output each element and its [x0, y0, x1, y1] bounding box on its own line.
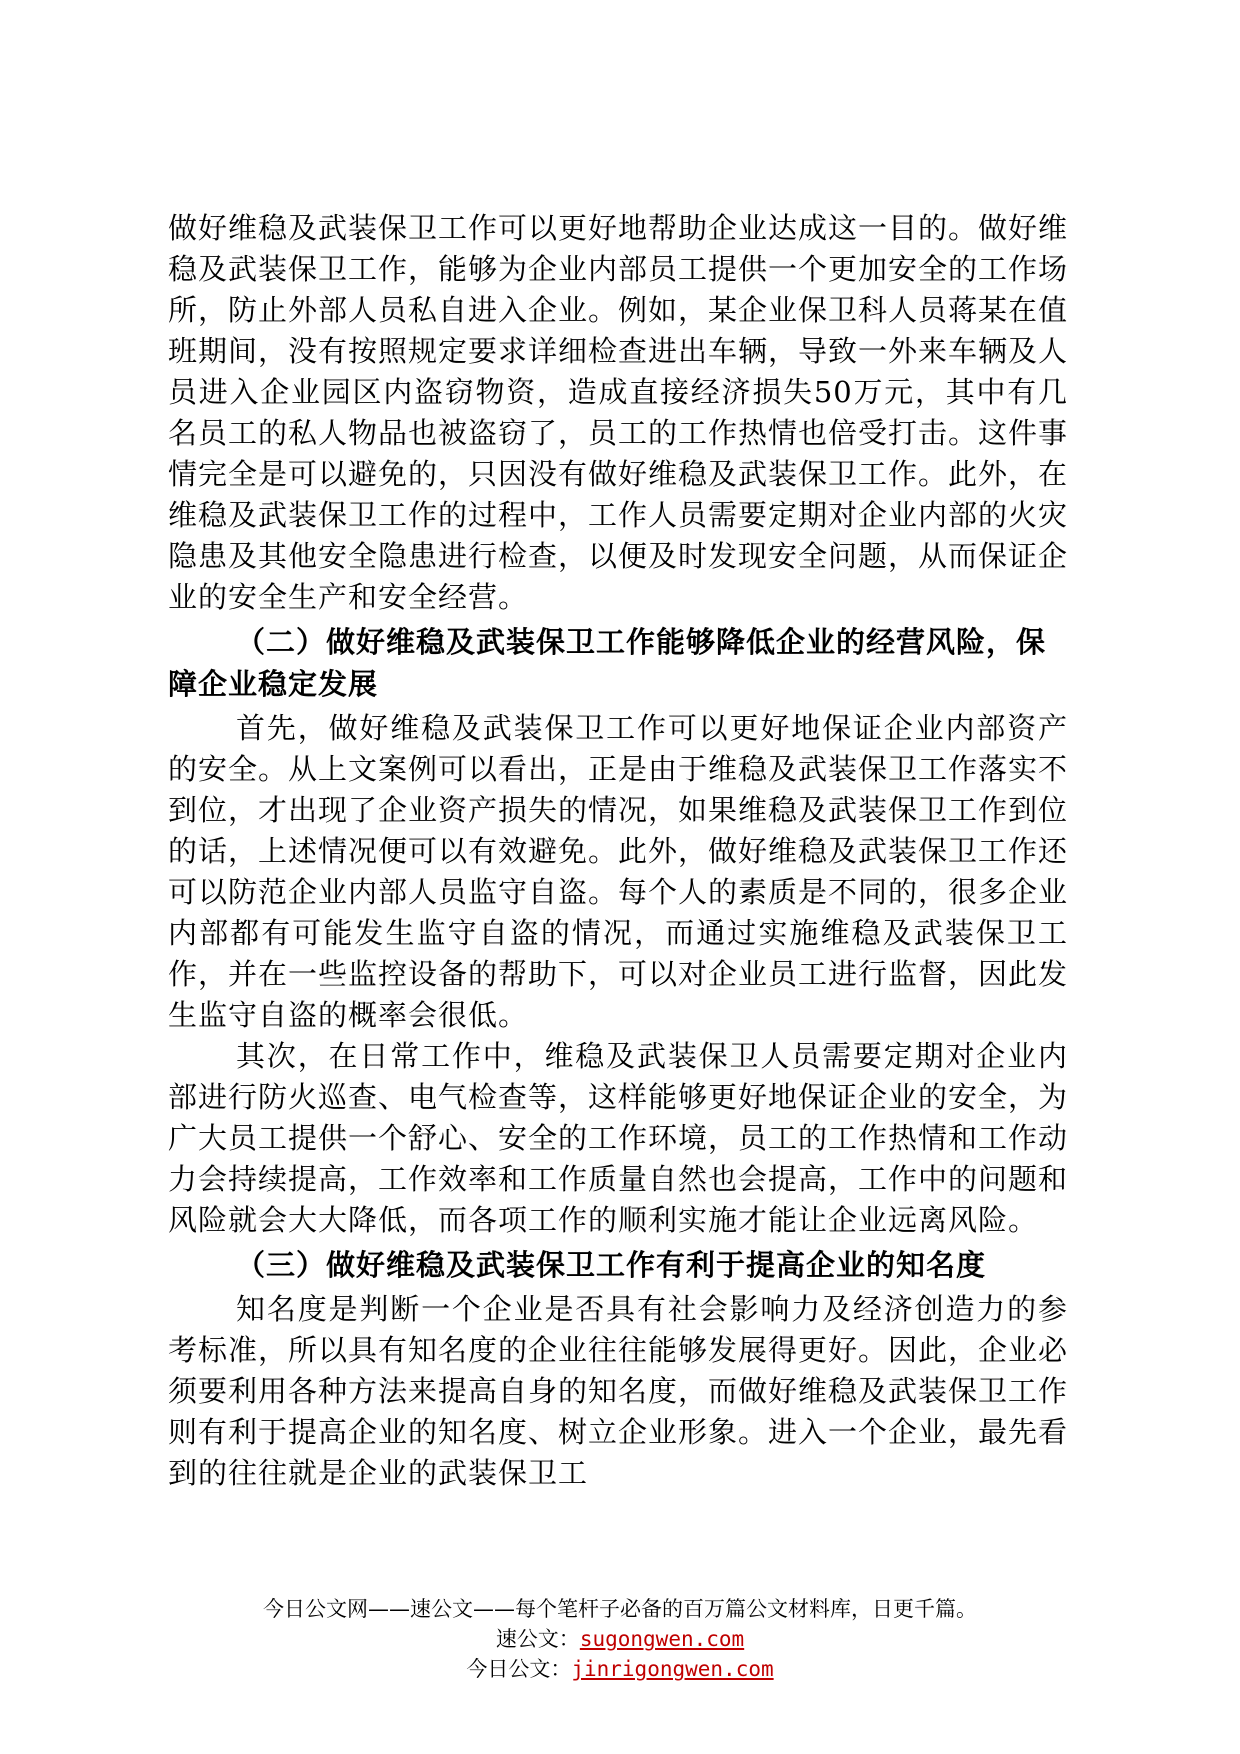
paragraph-3: 其次，在日常工作中，维稳及武装保卫人员需要定期对企业内部进行防火巡查、电气检查等，这样能够更好地保证企业的安全，为广大员工提供一个舒心、安全的工作环境，员工的工作热情和工作动力会持续提高，工作效率和工作质量自然也会提高，工作中的问题和风险就会大大降低，而各项工作的顺利实施才能让企业远离风险。: [168, 1039, 1069, 1237]
section-heading-2: （二）做好维稳及武装保卫工作能够降低企业的经营风险，保障企业稳定发展: [168, 625, 1047, 701]
footer-sugongwen-row: [0, 1624, 1240, 1654]
paragraph-2: 首先，做好维稳及武装保卫工作可以更好地保证企业内部资产的安全。从上文案例可以看出，正是由于维稳及武装保卫工作落实不到位，才出现了企业资产损失的情况，如果维稳及武装保卫工作到位的话，上述情况便可以有效避免。此外，做好维稳及武装保卫工作还可以防范企业内部人员监守自盗。每个人的素质是不同的，很多企业内部都有可能发生监守自盗的情况，而通过实施维稳及武装保卫工作，并在一些监控设备的帮助下，可以对企业员工进行监督，因此发生监守自盗的概率会很低。: [168, 711, 1069, 1032]
footer-jinrigongwen-label: 今日公文：: [466, 1657, 572, 1681]
jinrigongwen-link[interactable]: jinrigongwen.com: [571, 1657, 774, 1681]
sugongwen-link[interactable]: sugongwen.com: [579, 1627, 745, 1651]
footer-slogan: 今日公文网——速公文——每个笔杆子必备的百万篇公文材料库，日更千篇。: [263, 1597, 977, 1621]
paragraph-4: 知名度是判断一个企业是否具有社会影响力及经济创造力的参考标准，所以具有知名度的企业往往能够发展得更好。因此，企业必须要利用各种方法来提高自身的知名度，而做好维稳及武装保卫工作则有利于提高企业的知名度、树立企业形象。进入一个企业，最先看到的往往就是企业的武装保卫工: [168, 1292, 1069, 1490]
footer-jinrigongwen-row: [0, 1654, 1240, 1684]
document-body: [168, 208, 1068, 1494]
paragraph-1: 做好维稳及武装保卫工作可以更好地帮助企业达成这一目的。做好维稳及武装保卫工作，能够为企业内部员工提供一个更加安全的工作场所，防止外部人员私自进入企业。例如，某企业保卫科人员蒋某在值班期间，没有按照规定要求详细检查进出车辆，导致一外来车辆及人员进入企业园区内盗窃物资，造成直接经济损失50万元，其中有几名员工的私人物品也被盗窃了，员工的工作热情也倍受打击。这件事情完全是可以避免的，只因没有做好维稳及武装保卫工作。此外，在维稳及武装保卫工作的过程中，工作人员需要定期对企业内部的火灾隐患及其他安全隐患进行检查，以便及时发现安全问题，从而保证企业的安全生产和安全经营。: [168, 211, 1069, 614]
page-footer: [0, 1594, 1240, 1684]
footer-sugongwen-label: 速公文：: [495, 1627, 580, 1651]
section-heading-3: （三）做好维稳及武装保卫工作有利于提高企业的知名度: [236, 1248, 987, 1282]
